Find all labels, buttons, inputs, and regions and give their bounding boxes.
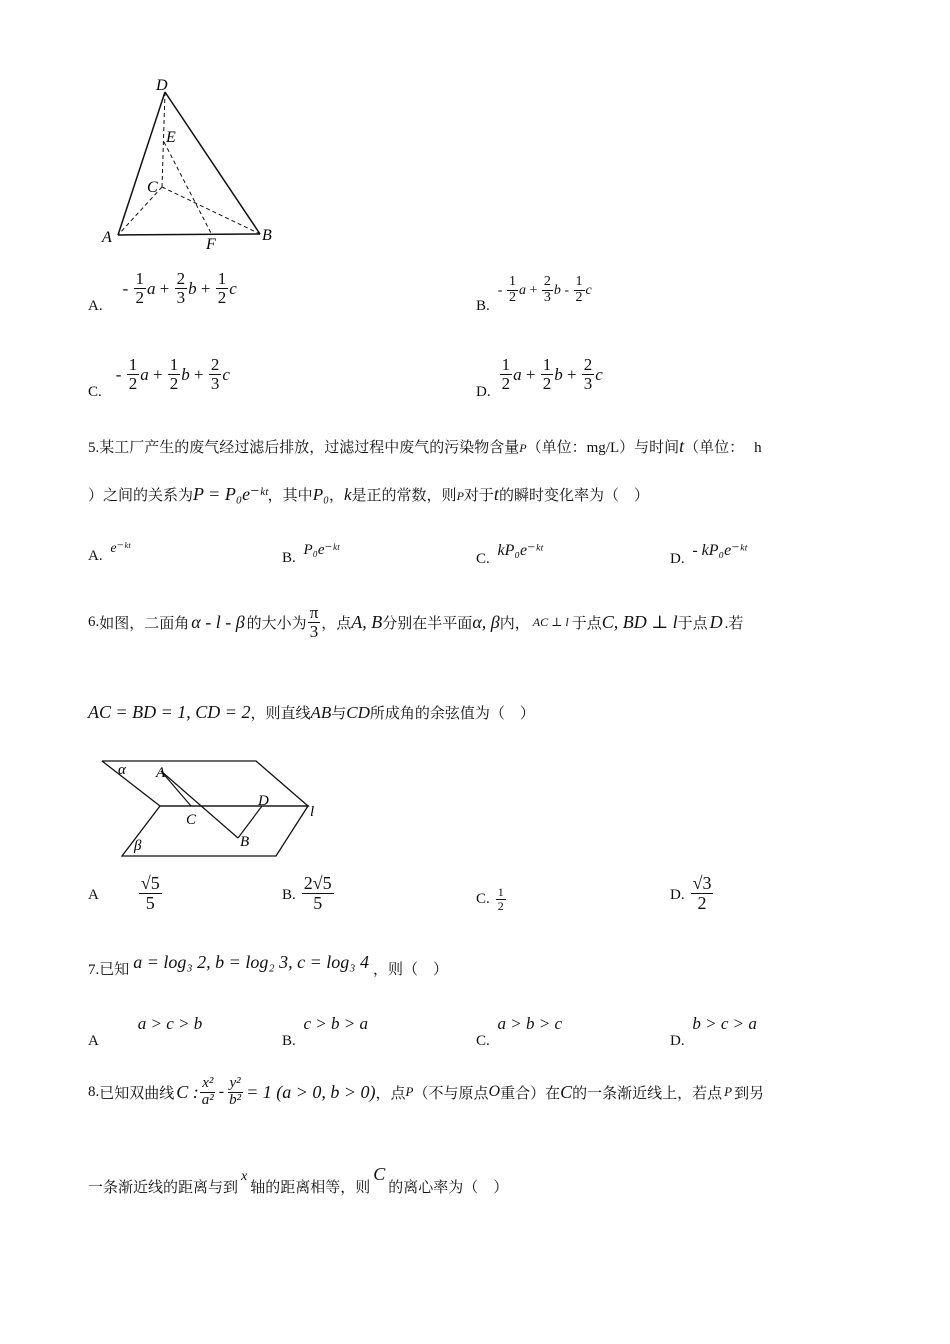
q5-line2: ）之间的关系为P = P₀e⁻ᵏᵗ，其中P₀，k是正的常数，则P对于t的瞬时变化率为（ ） — [88, 484, 649, 504]
q6-option-a[interactable]: A $\frac{√5}{5}$ — [88, 873, 160, 913]
label-C: C — [147, 179, 158, 196]
q7-option-a[interactable]: A a > c > b — [88, 1014, 203, 1049]
label-A: A — [156, 765, 166, 781]
q4-option-a[interactable]: A. - $\frac{1}{2}$ a + $\frac{2}{3}$ b + $\frac{1}{2}$ c — [88, 269, 237, 314]
label-B: B — [240, 834, 250, 850]
label-B: B — [262, 227, 272, 244]
q4-option-d[interactable]: D. $\frac{1}{2}$ a + $\frac{1}{2}$ b + $\frac{2}{3}$ c — [476, 355, 603, 400]
q5-option-d[interactable]: D. - kP₀e⁻ᵏᵗ — [670, 542, 747, 567]
q5-option-a[interactable]: A. e⁻ᵏᵗ — [88, 541, 131, 564]
q6-option-d[interactable]: D. $\frac{√3}{2}$ — [670, 873, 712, 913]
q5-option-b[interactable]: B. P₀e⁻ᵏᵗ — [282, 542, 340, 566]
q7-stem: 7.已知 a = log₃ 2, b = log₂ 3, c = log₃ 4 ，则（ ） — [88, 952, 448, 978]
q8-line1: 8. 已知双曲线 C : $\frac{\text{x²}}{\text{a²}}$ - $\frac{\text{y²}}{\text{b²}}$ = 1 (a > 0, b > 0) ，点 P （不与原点 O 重合）在 C 的一条渐近线上，若点 P 到另 — [88, 1075, 765, 1108]
tetrahedron-figure — [100, 72, 290, 252]
q6-line1: 6. 如图，二面角 α - l - β 的大小为 $\frac{\pi}{3}$ ，点 A, B 分别在半平面 α, β 内， AC ⊥ l 于点 C, BD ⊥ l 于点 D .若 — [88, 603, 744, 641]
q6-line2: AC = BD = 1, CD = 2，则直线AB与CD所成角的余弦值为（ ） — [88, 702, 535, 722]
label-D: D — [258, 793, 269, 809]
dihedral-figure — [96, 754, 326, 864]
q7-option-c[interactable]: C. a > b > c — [476, 1014, 563, 1049]
q4-option-c[interactable]: C. - $\frac{1}{2}$ a + $\frac{1}{2}$ b + $\frac{2}{3}$ c — [88, 355, 230, 400]
q4-option-b[interactable]: B. - $\frac{1}{2}$ a + $\frac{2}{3}$ b - $\frac{1}{2}$ c — [476, 274, 592, 314]
label-E: E — [166, 129, 176, 146]
label-F: F — [206, 236, 216, 252]
q7-option-d[interactable]: D. b > c > a — [670, 1014, 757, 1049]
q6-option-b[interactable]: B. $\frac{2√5}{5}$ — [282, 873, 332, 913]
q5-option-c[interactable]: C. kP₀e⁻ᵏᵗ — [476, 542, 543, 567]
q8-line2: 一条渐近线的距离与到x轴的距离相等，则C的离心率为（ ） — [88, 1164, 509, 1196]
q6-option-c[interactable]: C. $\frac{1}{2}$ — [476, 885, 504, 913]
q5-line1: 5.某工厂产生的废气经过滤后排放，过滤过程中废气的污染物含量P（单位：mg/L）与时间t（单位： h — [88, 436, 762, 456]
label-D: D — [156, 77, 168, 94]
label-alpha: α — [118, 762, 126, 778]
label-C: C — [186, 812, 197, 828]
label-beta: β — [134, 838, 142, 854]
q7-option-b[interactable]: B. c > b > a — [282, 1014, 369, 1049]
label-l: l — [310, 804, 315, 820]
label-A: A — [102, 229, 112, 246]
